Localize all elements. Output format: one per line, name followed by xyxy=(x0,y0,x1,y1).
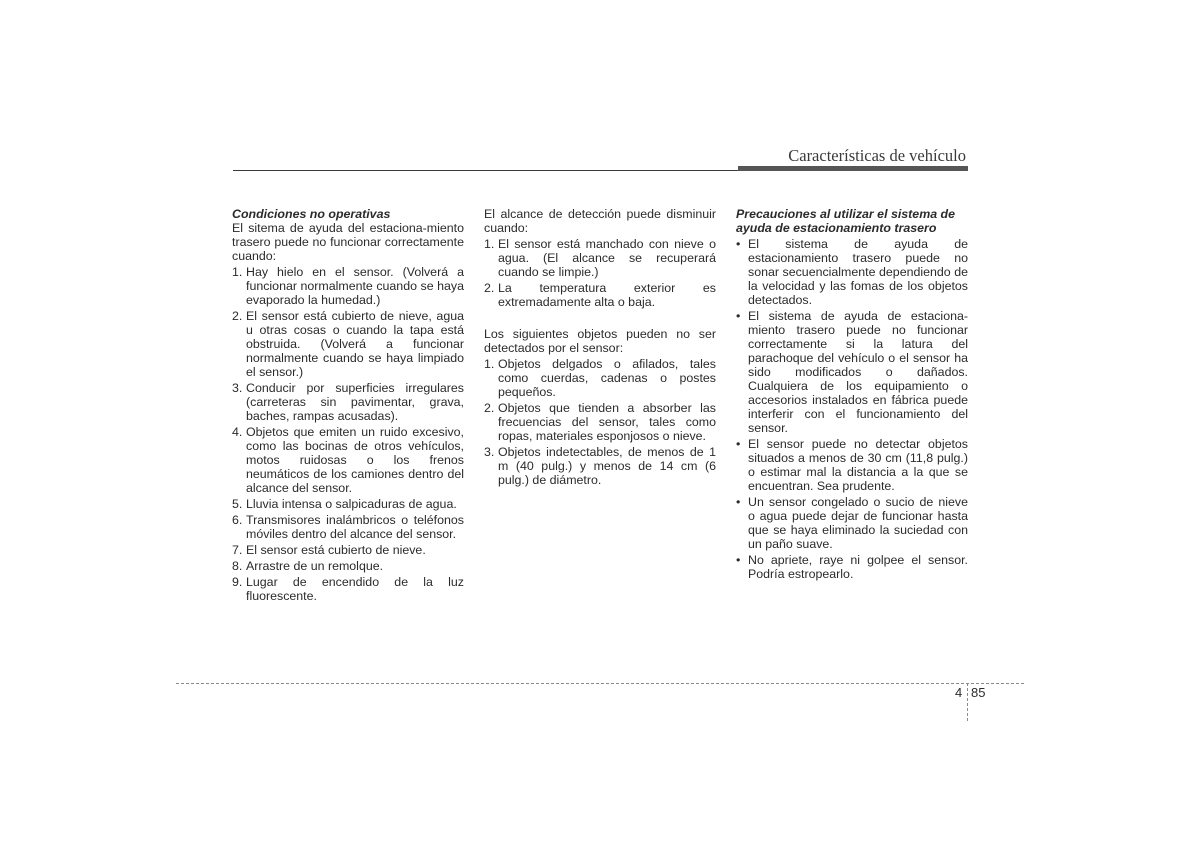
precautions-list xyxy=(736,237,968,581)
range-list xyxy=(484,237,716,309)
heading-precautions: Precauciones al utilizar el sistema de ayuda de estacionamiento trasero xyxy=(736,207,956,235)
list-item: 1. Objetos delgados o afilados, tales como cuerdas, cadenas o postes pequeños. xyxy=(484,357,716,399)
list-item: 2. Objetos que tienden a absorber las frecuencias del sensor, tales como ropas, materiales esponjosos o nieve. xyxy=(484,401,716,443)
intro-range: El alcance de detección puede disminuir cuando: xyxy=(484,207,716,235)
list-item: 3. Conducir por superficies irregulares (carreteras sin pavimentar, grava, baches, rampas acusadas). xyxy=(232,381,464,423)
conditions-list xyxy=(232,265,464,603)
list-item: 4. Objetos que emiten un ruido excesivo, como las bocinas de otros vehículos, motos ruidosas o los frenos neumáticos de los camiones dentro del alcance del sensor. xyxy=(232,425,464,495)
list-item: 2. La temperatura exterior es extremadamente alta o baja. xyxy=(484,281,716,309)
bullet-icon: • xyxy=(736,309,741,323)
column-middle xyxy=(484,207,716,489)
list-item: 5. Lluvia intensa o salpicaduras de agua. xyxy=(232,497,457,511)
spacer xyxy=(484,311,716,327)
list-item: 1. El sensor está manchado con nieve o agua. (El alcance se recuperará cuando se limpie.) xyxy=(484,237,716,279)
list-item: 1. Hay hielo en el sensor. (Volverá a funcionar normalmente cuando se haya evaporado la humedad.) xyxy=(232,265,464,307)
list-item: 6. Transmisores inalámbricos o teléfonos móviles dentro del alcance del sensor. xyxy=(232,513,464,541)
list-item: 2. El sensor está cubierto de nieve, agua u otras cosas o cuando la tapa está obstruida. (Volverá a funcionar normalmente cuando se haya limpiado el sensor.) xyxy=(232,309,464,379)
header-bar xyxy=(738,166,968,171)
list-item: • El sistema de ayuda de estaciona-miento trasero puede no funcionar correctamente si la latura del parachoque del vehículo o el sensor ha sido modificados o dañados. Cualquiera de los equipamiento o accesorios instalados en fábrica puede interferir con el funcionamiento del sensor. xyxy=(736,309,968,435)
list-item: • Un sensor congelado o sucio de nieve o agua puede dejar de funcionar hasta que se haya eliminado la suciedad con un paño suave. xyxy=(736,495,968,551)
list-item: 9. Lugar de encendido de la luz fluorescente. xyxy=(232,575,464,603)
list-item: 3. Objetos indetectables, de menos de 1 m (40 pulg.) y menos de 14 cm (6 pulg.) de diámetro. xyxy=(484,445,716,487)
footer-divider xyxy=(967,683,968,721)
bullet-icon: • xyxy=(736,495,741,509)
bullet-icon: • xyxy=(736,437,741,451)
chapter-number: 4 xyxy=(955,685,963,700)
undetected-list xyxy=(484,357,716,487)
list-item: • El sensor puede no detectar objetos situados a menos de 30 cm (11,8 pulg.) o estimar mal la distancia a la que se encuentran. Sea prudente. xyxy=(736,437,968,493)
list-item: • El sistema de ayuda de estacionamiento trasero puede no sonar secuencialmente dependiendo de la velocidad y las fomas de los objetos detectados. xyxy=(736,237,968,307)
list-item: 8. Arrastre de un remolque. xyxy=(232,559,384,573)
bullet-icon: • xyxy=(736,237,741,251)
list-item: 7. El sensor está cubierto de nieve. xyxy=(232,543,426,557)
list-item: • No apriete, raye ni golpee el sensor. Podría estropearlo. xyxy=(736,553,968,581)
heading-conditions: Condiciones no operativas xyxy=(232,207,391,221)
intro-conditions: El sitema de ayuda del estaciona-miento trasero puede no funcionar correctamente cuando: xyxy=(232,221,464,263)
bullet-icon: • xyxy=(736,553,741,567)
section-title: Características de vehículo xyxy=(788,146,966,165)
intro-undetected: Los siguientes objetos pueden no ser detectados por el sensor: xyxy=(484,327,716,355)
page-number: 85 xyxy=(971,685,986,700)
column-right xyxy=(736,207,968,583)
column-left xyxy=(232,207,464,605)
footer-dashed-rule xyxy=(176,683,1024,684)
